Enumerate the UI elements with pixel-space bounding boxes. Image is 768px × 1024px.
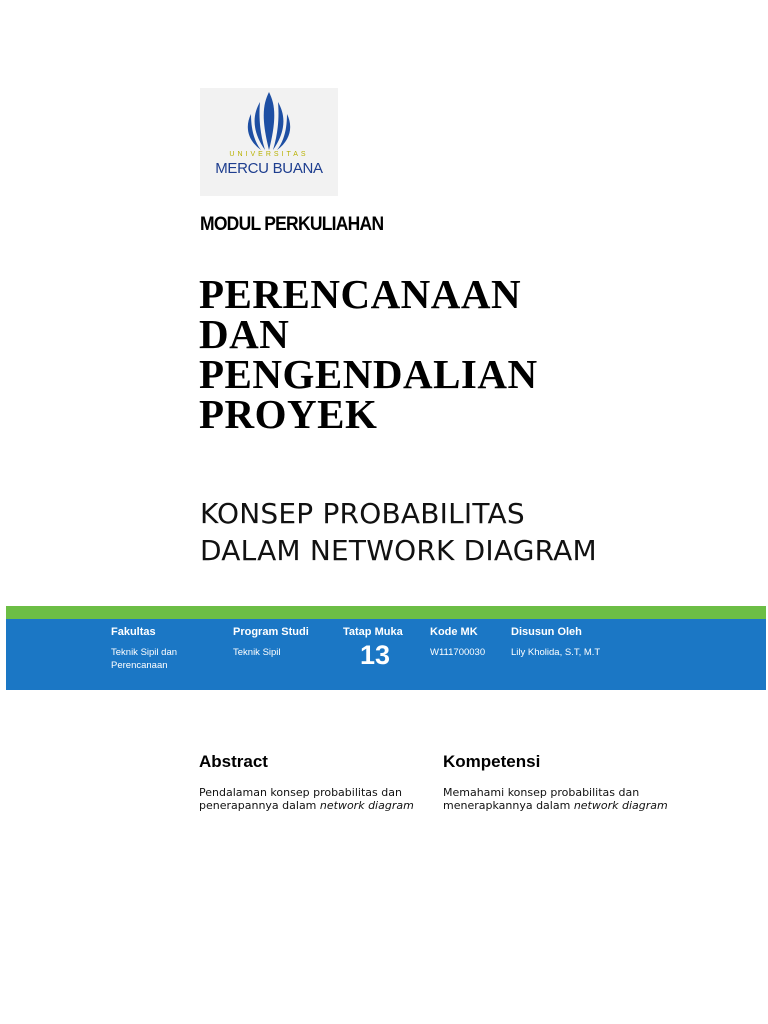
program-studi-value: Teknik Sipil: [233, 647, 281, 658]
tatap-muka-value: 13: [359, 640, 391, 670]
disusun-oleh-label: Disusun Oleh: [511, 626, 582, 638]
title-line: PROYEK: [199, 391, 378, 437]
fakultas-value-line: Perencanaan: [111, 660, 168, 671]
program-studi-label: Program Studi: [233, 626, 309, 638]
title-line: PERENCANAAN: [199, 271, 522, 317]
kompetensi-heading: Kompetensi: [443, 752, 541, 771]
kompetensi-line: Memahami konsep probabilitas dan: [443, 786, 640, 799]
modul-label: MODUL PERKULIAHAN: [200, 214, 384, 235]
subtitle-line: DALAM NETWORK DIAGRAM: [200, 534, 597, 567]
course-info-bar: [6, 619, 766, 690]
fakultas-column: [111, 626, 221, 672]
disusun-oleh-column: [511, 626, 651, 659]
kompetensi-line-text: menerapkannya dalam: [443, 799, 574, 812]
abstract-italic-term: network diagram: [319, 799, 414, 812]
abstract-line-text: penerapannya dalam: [199, 799, 320, 812]
kode-mk-label: Kode MK: [430, 626, 478, 638]
kode-mk-value: W111700030: [430, 647, 486, 658]
abstract-heading: Abstract: [199, 752, 268, 771]
fakultas-label: Fakultas: [111, 626, 156, 638]
logo-universitas-text: UNIVERSITAS: [229, 151, 309, 158]
abstract-line: Pendalaman konsep probabilitas dan: [199, 786, 402, 799]
fakultas-value-line: Teknik Sipil dan: [111, 647, 178, 658]
logo-university-name: MERCU BUANA: [215, 160, 323, 177]
kompetensi-line: [443, 799, 683, 812]
disusun-oleh-value: Lily Kholida, S.T, M.T: [511, 647, 601, 658]
kode-mk-column: [430, 626, 506, 659]
title-line: PENGENDALIAN: [199, 351, 538, 397]
subtitle-line: KONSEP PROBABILITAS: [200, 497, 525, 530]
tatap-muka-label: Tatap Muka: [343, 626, 403, 638]
university-logo: [200, 88, 338, 196]
abstract-text: [199, 786, 439, 812]
title-line: DAN: [199, 311, 290, 357]
logo-emblem-icon: [245, 90, 293, 152]
page-subtitle: [200, 495, 720, 569]
program-studi-column: [233, 626, 333, 659]
kompetensi-text: [443, 786, 683, 812]
abstract-line: [199, 799, 439, 812]
fakultas-value: [111, 646, 221, 672]
kompetensi-italic-term: network diagram: [573, 799, 668, 812]
page-title: [199, 271, 719, 437]
tatap-muka-column: [343, 626, 423, 669]
green-divider-bar: [6, 606, 766, 619]
